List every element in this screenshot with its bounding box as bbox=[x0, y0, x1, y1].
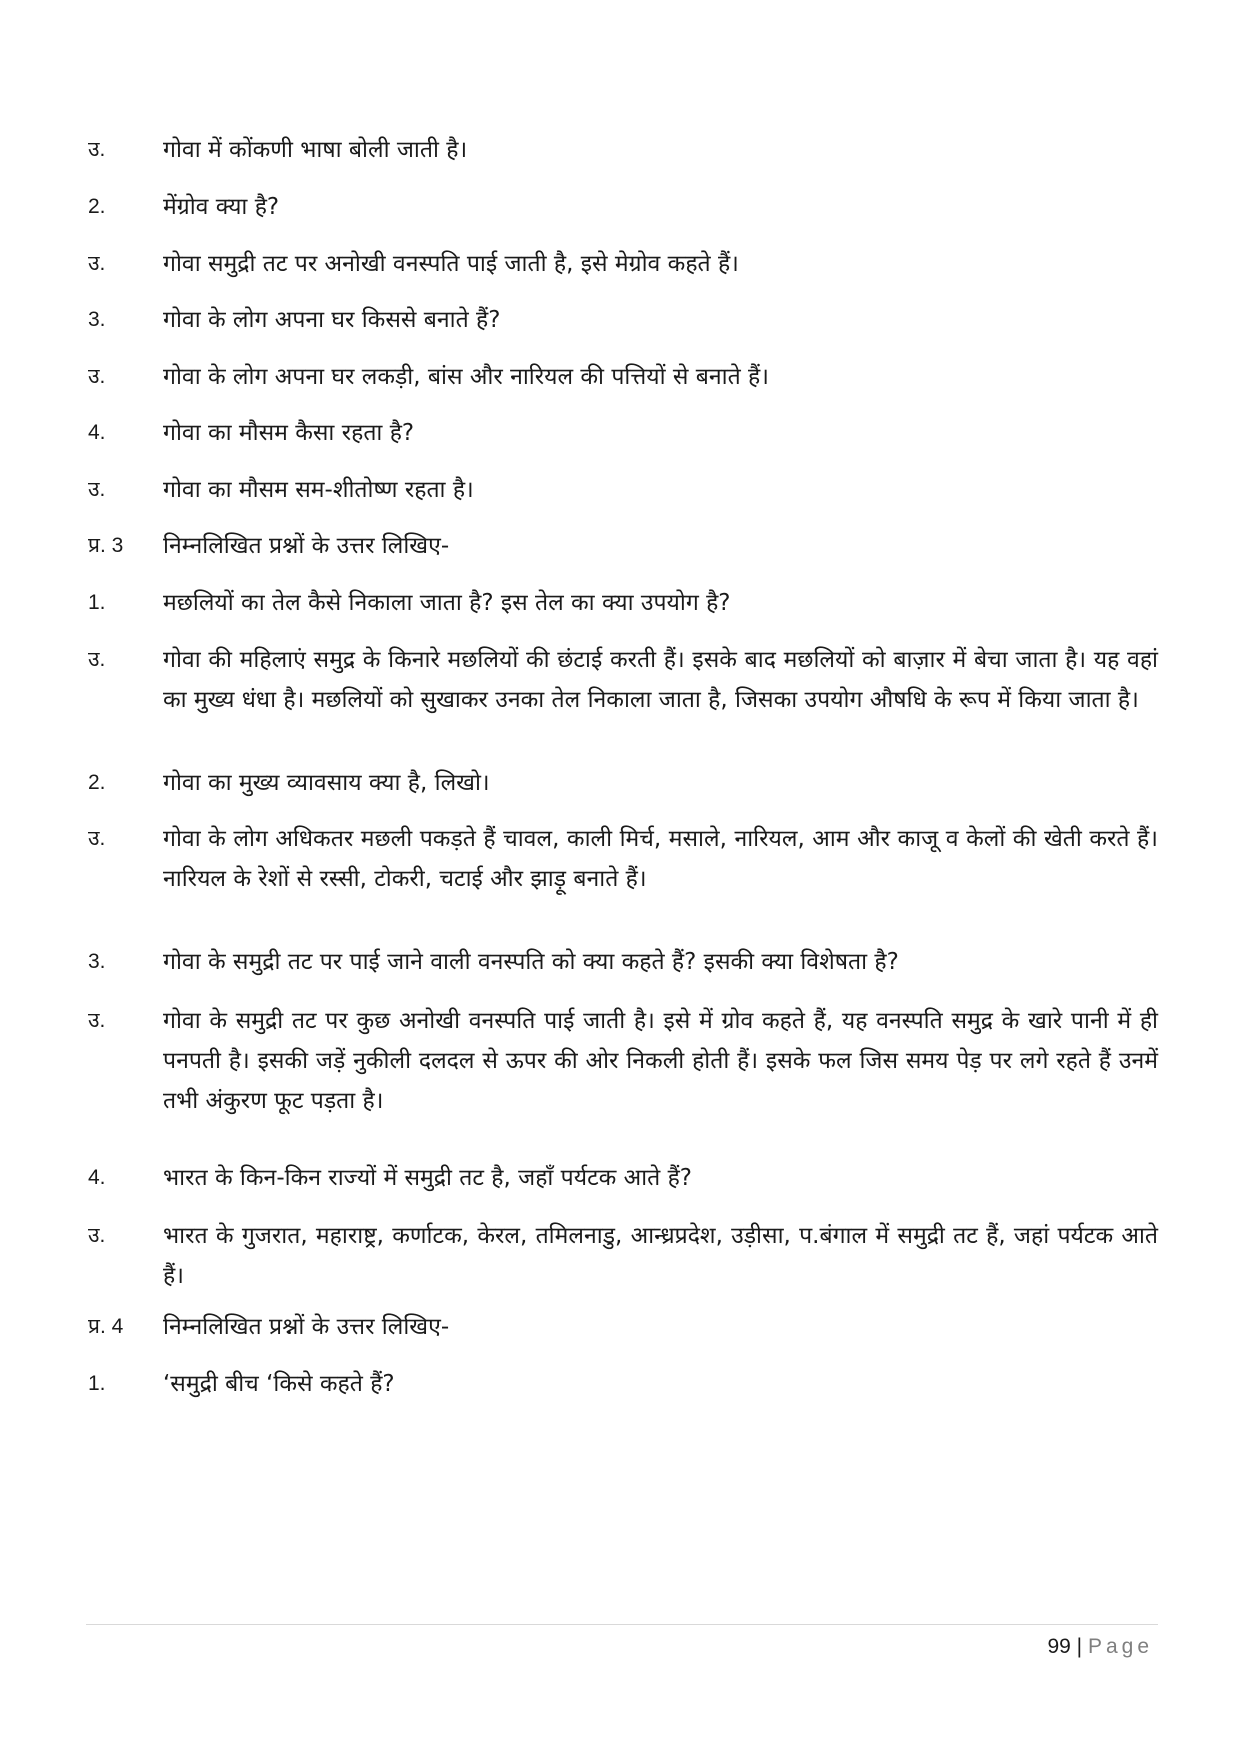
question-text: गोवा का मुख्य व्यावसाय क्या है, लिखो। bbox=[163, 770, 490, 796]
item-label: उ. bbox=[88, 648, 106, 671]
question-number: 4. bbox=[88, 421, 106, 444]
answer-row bbox=[88, 130, 1158, 170]
answer-text: गोवा के लोग अपना घर लकड़ी, बांस और नारियल की पत्तियों से बनाते हैं। bbox=[163, 364, 769, 390]
item-label: उ. bbox=[88, 252, 106, 275]
question-text: मछलियों का तेल कैसे निकाला जाता है? इस तेल का क्या उपयोग है? bbox=[163, 590, 731, 616]
answer-text: गोवा की महिलाएं समुद्र के किनारे मछलियों की छंटाई करती हैं। इसके बाद मछलियों को बाज़ार में बेचा जाता है। यह वहां का मुख्य धंधा है। मछलियों को सुखाकर उनका तेल निकाला जाता है, जिसका उपयोग औषधि के रूप में किया जाता है। bbox=[163, 647, 1158, 713]
answer-row bbox=[88, 640, 1158, 720]
answer-text: गोवा में कोंकणी भाषा बोली जाती है। bbox=[163, 137, 468, 163]
question-number: 2. bbox=[88, 195, 106, 218]
question-number: 2. bbox=[88, 771, 106, 794]
question-text: मेंग्रोव क्या है? bbox=[163, 194, 280, 220]
item-label: उ. bbox=[88, 478, 106, 501]
page-footer bbox=[1047, 1632, 1153, 1662]
section-number: प्र. 4 bbox=[88, 1315, 124, 1338]
question-number: 4. bbox=[88, 1166, 106, 1189]
question-text: ‘समुद्री बीच ‘किसे कहते हैं? bbox=[163, 1371, 395, 1397]
question-row bbox=[88, 583, 1158, 623]
answer-text: गोवा का मौसम सम-शीतोष्ण रहता है। bbox=[163, 477, 474, 503]
question-row bbox=[88, 300, 1158, 340]
page-label: Page bbox=[1087, 1635, 1153, 1658]
question-row bbox=[88, 1158, 1158, 1198]
section-title: निम्नलिखित प्रश्नों के उत्तर लिखिए- bbox=[163, 533, 450, 559]
question-row bbox=[88, 942, 1158, 982]
question-row bbox=[88, 413, 1158, 453]
question-number: 3. bbox=[88, 950, 106, 973]
item-label: उ. bbox=[88, 1224, 106, 1247]
question-text: गोवा के समुद्री तट पर पाई जाने वाली वनस्पति को क्या कहते हैं? इसकी क्या विशेषता है? bbox=[163, 949, 899, 975]
question-row bbox=[88, 763, 1158, 803]
question-row bbox=[88, 1364, 1158, 1404]
question-text: भारत के किन-किन राज्यों में समुद्री तट है, जहाँ पर्यटक आते हैं? bbox=[163, 1165, 693, 1191]
answer-row bbox=[88, 1216, 1158, 1296]
answer-text: गोवा समुद्री तट पर अनोखी वनस्पति पाई जाती है, इसे मेग्रोव कहते हैं। bbox=[163, 251, 739, 277]
question-text: गोवा का मौसम कैसा रहता है? bbox=[163, 420, 415, 446]
answer-row bbox=[88, 470, 1158, 510]
section-heading bbox=[88, 1307, 1158, 1347]
item-label: उ. bbox=[88, 1009, 106, 1032]
answer-text: गोवा के लोग अधिकतर मछली पकड़ते हैं चावल, काली मिर्च, मसाले, नारियल, आम और काजू व केलों की खेती करते हैं। नारियल के रेशों से रस्सी, टोकरी, चटाई और झाड़ू बनाते हैं। bbox=[163, 826, 1158, 892]
question-number: 3. bbox=[88, 308, 106, 331]
section-title: निम्नलिखित प्रश्नों के उत्तर लिखिए- bbox=[163, 1314, 450, 1340]
item-label: उ. bbox=[88, 138, 106, 161]
answer-row bbox=[88, 244, 1158, 284]
footer-divider bbox=[86, 1624, 1158, 1625]
section-heading bbox=[88, 526, 1158, 566]
answer-row bbox=[88, 819, 1158, 899]
section-number: प्र. 3 bbox=[88, 534, 124, 557]
answer-text: भारत के गुजरात, महाराष्ट्र, कर्णाटक, केरल, तमिलनाडु, आन्ध्रप्रदेश, उड़ीसा, प.बंगाल में समुद्री तट हैं, जहां पर्यटक आते हैं। bbox=[163, 1223, 1158, 1289]
question-text: गोवा के लोग अपना घर किससे बनाते हैं? bbox=[163, 307, 501, 333]
footer-separator: | bbox=[1076, 1635, 1083, 1658]
item-label: उ. bbox=[88, 365, 106, 388]
answer-text: गोवा के समुद्री तट पर कुछ अनोखी वनस्पति पाई जाती है। इसे में ग्रोव कहते हैं, यह वनस्पति समुद्र के खारे पानी में ही पनपती है। इसकी जड़ें नुकीली दलदल से ऊपर की ओर निकली होती हैं। इसके फल जिस समय पेड़ पर लगे रहते हैं उनमें तभी अंकुरण फूट पड़ता है। bbox=[163, 1008, 1158, 1114]
answer-row bbox=[88, 357, 1158, 397]
question-number: 1. bbox=[88, 1372, 106, 1395]
question-row bbox=[88, 187, 1158, 227]
item-label: उ. bbox=[88, 827, 106, 850]
answer-row bbox=[88, 1001, 1158, 1121]
page-number: 99 bbox=[1047, 1635, 1071, 1658]
question-number: 1. bbox=[88, 591, 106, 614]
